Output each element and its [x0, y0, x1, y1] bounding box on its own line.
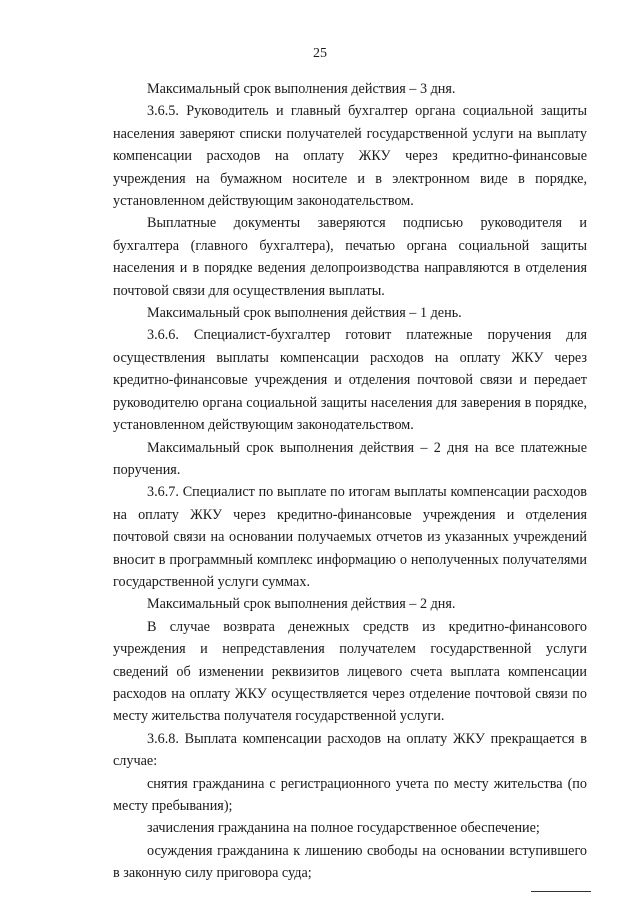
footer-rule	[531, 891, 591, 892]
list-item-conviction: осуждения гражданина к лишению свободы на основании вступившего в законную силу приговора суда;	[113, 842, 587, 882]
paragraph-payment-documents: Выплатные документы заверяются подписью руководителя и бухгалтера (главного бухгалтера), печатью органа социальной защиты населения и в порядке ведения делопроизводства направляются в отделения почтовой связи для осуществления выплаты.	[113, 215, 587, 299]
paragraph-max-term-1: Максимальный срок выполнения действия – 3 дня.	[147, 81, 456, 97]
paragraph-max-term-3: Максимальный срок выполнения действия – 2 дня на все платежные поручения.	[113, 439, 587, 478]
paragraph-max-term-4: Максимальный срок выполнения действия – 2 дня.	[147, 596, 456, 613]
paragraph-3-6-7: 3.6.7. Специалист по выплате по итогам выплаты компенсации расходов на оплату ЖКУ через кредитно-финансовые учреждения и отделения почтовой связи на основании получаемых отчетов из указанных учреждений вносит в программный комплекс информацию о неполученных получателями государственной услуги суммах.	[113, 484, 587, 590]
page-number: 25	[313, 46, 327, 61]
paragraph-3-6-6: 3.6.6. Специалист-бухгалтер готовит платежные поручения для осуществления выплаты компенсации расходов на оплату ЖКУ через кредитно-финансовые учреждения и отделения почтовой связи и передает руководителю органа социальной защиты населения для заверения в порядке, установленном действующим законодательством.	[113, 327, 587, 434]
paragraph-refund-case: В случае возврата денежных средств из кредитно-финансового учреждения и непредставления получателем государственной услуги сведений об изменении реквизитов лицевого счета выплата компенсации расходов на оплату ЖКУ осуществляется через отделение почтовой связи по месту жительства получателя государственной услуги.	[113, 618, 587, 725]
paragraph-max-term-2: Максимальный срок выполнения действия – 1 день.	[147, 305, 462, 322]
paragraph-3-6-8: 3.6.8. Выплата компенсации расходов на оплату ЖКУ прекращается в случае:	[113, 730, 587, 770]
list-item-state-support: зачисления гражданина на полное государственное обеспечение;	[147, 820, 540, 837]
list-item-deregistration: снятия гражданина с регистрационного учета по месту жительства (по месту пребывания);	[113, 775, 587, 814]
document-body	[113, 78, 587, 885]
paragraph-3-6-5: 3.6.5. Руководитель и главный бухгалтер органа социальной защиты населения заверяют списки получателей государственной услуги на выплату компенсации расходов на оплату ЖКУ через кредитно-финансовые учреждения на бумажном носителе и в электронном виде в порядке, установленном действующим законодательством.	[113, 103, 587, 210]
